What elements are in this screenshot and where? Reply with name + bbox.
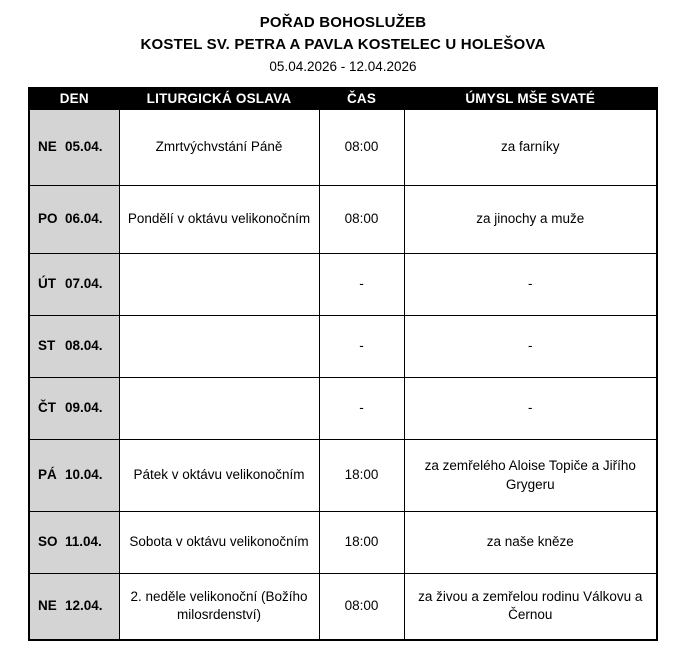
column-header-cas: ČAS xyxy=(319,88,404,110)
table-row xyxy=(29,440,657,512)
celebration-cell: 2. neděle velikonoční (Božího milosrdenství) xyxy=(119,574,319,640)
intention-cell: - xyxy=(404,254,657,316)
time-cell: 08:00 xyxy=(319,186,404,254)
day-cell xyxy=(29,316,119,378)
intention-cell: - xyxy=(404,378,657,440)
document-subtitle: KOSTEL SV. PETRA A PAVLA KOSTELEC U HOLEŠOVA xyxy=(140,35,546,53)
day-date: 07.04. xyxy=(65,276,103,292)
time-cell: - xyxy=(319,378,404,440)
table-row xyxy=(29,574,657,640)
celebration-cell: Zmrtvýchvstání Páně xyxy=(119,110,319,186)
day-cell xyxy=(29,186,119,254)
day-abbr: ÚT xyxy=(38,276,56,292)
celebration-cell xyxy=(119,254,319,316)
day-cell xyxy=(29,254,119,316)
column-header-den: DEN xyxy=(29,88,119,110)
intention-cell: za zemřelého Aloise Topiče a Jiřího Grygeru xyxy=(404,440,657,512)
date-range: 05.04.2026 - 12.04.2026 xyxy=(269,58,417,74)
intention-cell: za živou a zemřelou rodinu Válkovu a Černou xyxy=(404,574,657,640)
day-date: 06.04. xyxy=(65,211,103,227)
document-title: POŘAD BOHOSLUŽEB xyxy=(259,14,427,31)
column-header-umysl: ÚMYSL MŠE SVATÉ xyxy=(404,88,657,110)
day-date: 08.04. xyxy=(65,338,103,354)
celebration-cell xyxy=(119,316,319,378)
day-date: 11.04. xyxy=(65,534,102,550)
document-header xyxy=(0,0,686,74)
day-abbr: NE xyxy=(38,139,57,155)
day-abbr: PÁ xyxy=(38,467,57,483)
time-cell: 08:00 xyxy=(319,110,404,186)
day-abbr: ČT xyxy=(38,400,56,416)
day-date: 12.04. xyxy=(65,598,103,614)
table-row xyxy=(29,254,657,316)
day-abbr: SO xyxy=(38,534,58,550)
intention-cell: - xyxy=(404,316,657,378)
day-date: 05.04. xyxy=(65,139,103,155)
time-cell: 18:00 xyxy=(319,440,404,512)
day-cell xyxy=(29,110,119,186)
table-row xyxy=(29,186,657,254)
schedule-table xyxy=(28,87,658,641)
column-header-liturgicka-oslava: LITURGICKÁ OSLAVA xyxy=(119,88,319,110)
table-header-row xyxy=(29,88,657,110)
day-cell xyxy=(29,440,119,512)
day-abbr: PO xyxy=(38,211,58,227)
celebration-cell xyxy=(119,378,319,440)
table-row xyxy=(29,316,657,378)
time-cell: 18:00 xyxy=(319,512,404,574)
time-cell: - xyxy=(319,254,404,316)
table-row xyxy=(29,378,657,440)
day-date: 10.04. xyxy=(65,467,103,483)
intention-cell: za farníky xyxy=(404,110,657,186)
time-cell: - xyxy=(319,316,404,378)
day-abbr: NE xyxy=(38,598,57,614)
celebration-cell: Pátek v oktávu velikonočním xyxy=(119,440,319,512)
celebration-cell: Sobota v oktávu velikonočním xyxy=(119,512,319,574)
time-cell: 08:00 xyxy=(319,574,404,640)
celebration-cell: Pondělí v oktávu velikonočním xyxy=(119,186,319,254)
table-row xyxy=(29,512,657,574)
day-cell xyxy=(29,512,119,574)
day-date: 09.04. xyxy=(65,400,103,416)
day-cell xyxy=(29,378,119,440)
intention-cell: za naše kněze xyxy=(404,512,657,574)
intention-cell: za jinochy a muže xyxy=(404,186,657,254)
table-row xyxy=(29,110,657,186)
day-abbr: ST xyxy=(38,338,56,354)
day-cell xyxy=(29,574,119,640)
